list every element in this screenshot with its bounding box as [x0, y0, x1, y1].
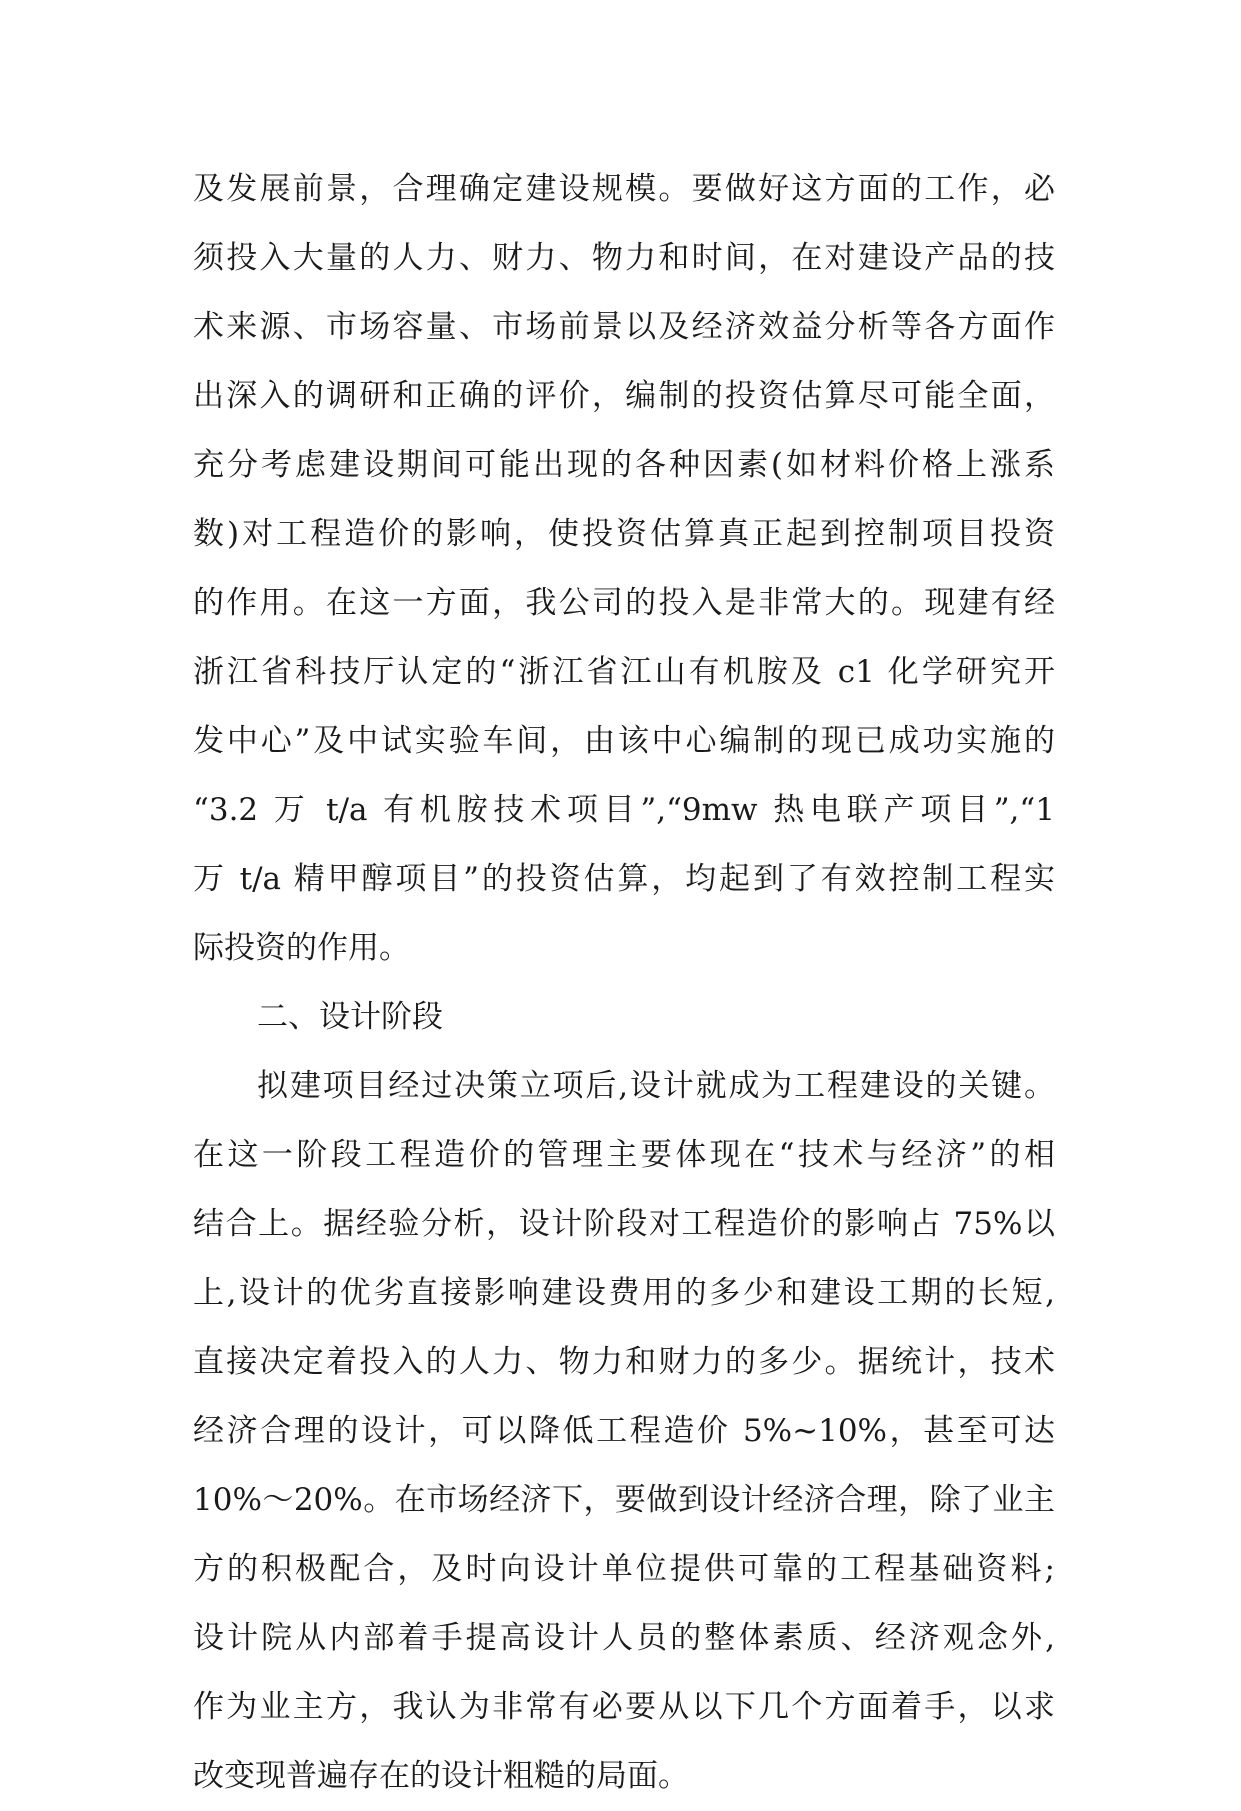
text-line: 方的积极配合，及时向设计单位提供可靠的工程基础资料; — [193, 1551, 1055, 1587]
text-line: 数)对工程造价的影响，使投资估算真正起到控制项目投资 — [193, 516, 1055, 552]
text-line: 结合上。据经验分析，设计阶段对工程造价的影响占 75%以 — [193, 1206, 1055, 1242]
text-line: 须投入大量的人力、财力、物力和时间，在对建设产品的技 — [193, 240, 1055, 276]
text-line: 发中心”及中试实验车间，由该中心编制的现已成功实施的 — [193, 723, 1055, 759]
text-line: 术来源、市场容量、市场前景以及经济效益分析等各方面作 — [193, 309, 1055, 345]
document-page — [193, 155, 1055, 1811]
text-line: 际投资的作用。 — [193, 930, 410, 966]
text-line: 在这一阶段工程造价的管理主要体现在“技术与经济”的相 — [193, 1137, 1055, 1173]
section-heading: 二、设计阶段 — [257, 999, 443, 1035]
text-line: 10%～20%。在市场经济下，要做到设计经济合理，除了业主 — [193, 1482, 1055, 1518]
text-line: 充分考虑建设期间可能出现的各种因素(如材料价格上涨系 — [193, 447, 1055, 483]
text-line: “3.2 万 t/a 有机胺技术项目”,“9mw 热电联产项目”,“1 — [193, 792, 1055, 828]
text-line: 改变现普遍存在的设计粗糙的局面。 — [193, 1758, 689, 1794]
text-line: 上,设计的优劣直接影响建设费用的多少和建设工期的长短, — [193, 1275, 1055, 1311]
text-line: 及发展前景，合理确定建设规模。要做好这方面的工作，必 — [193, 171, 1055, 207]
text-line: 直接决定着投入的人力、物力和财力的多少。据统计，技术 — [193, 1344, 1055, 1380]
text-line: 的作用。在这一方面，我公司的投入是非常大的。现建有经 — [193, 585, 1055, 621]
text-line: 浙江省科技厅认定的“浙江省江山有机胺及 c1 化学研究开 — [193, 654, 1055, 690]
text-line: 万 t/a 精甲醇项目”的投资估算，均起到了有效控制工程实 — [193, 861, 1055, 897]
text-line: 经济合理的设计，可以降低工程造价 5%~10%，甚至可达 — [193, 1413, 1055, 1449]
text-line: 出深入的调研和正确的评价，编制的投资估算尽可能全面， — [193, 378, 1055, 414]
text-line: 作为业主方，我认为非常有必要从以下几个方面着手，以求 — [193, 1689, 1055, 1725]
text-line: 设计院从内部着手提高设计人员的整体素质、经济观念外, — [193, 1620, 1055, 1656]
paragraph-design-stage — [193, 1052, 1055, 1811]
text-line: 拟建项目经过决策立项后,设计就成为工程建设的关键。 — [257, 1068, 1055, 1104]
paragraph-investment-estimate — [193, 155, 1055, 983]
